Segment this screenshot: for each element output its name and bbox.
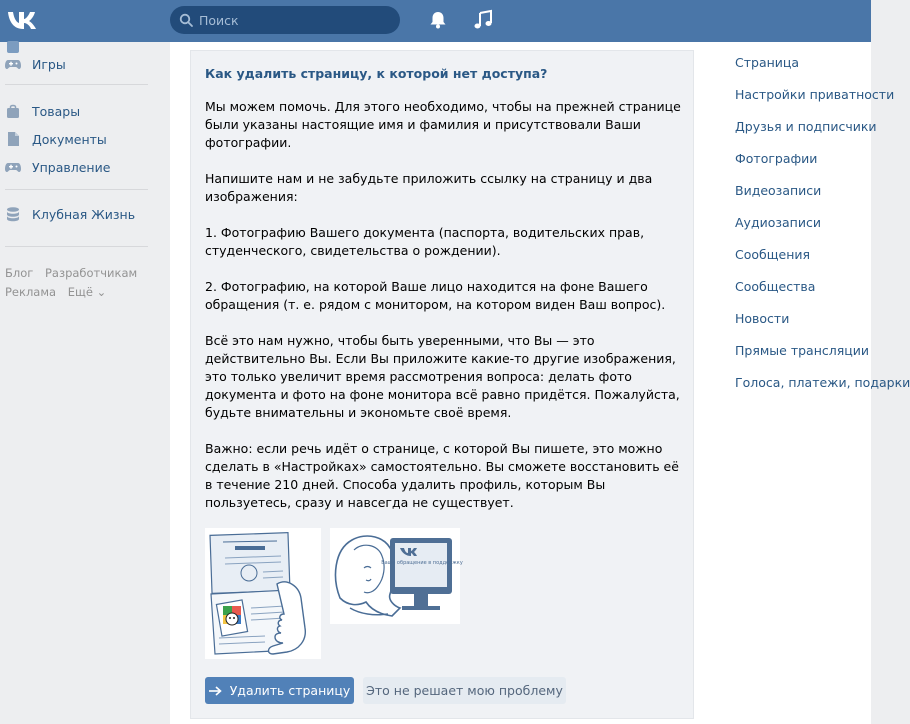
- right-menu-item-news[interactable]: Новости: [735, 311, 790, 326]
- document-icon: [5, 131, 21, 147]
- woman-monitor-image: [330, 528, 463, 624]
- right-menu-item-live[interactable]: Прямые трансляции: [735, 343, 870, 358]
- delete-page-button[interactable]: [205, 677, 354, 704]
- right-menu-item-photos[interactable]: Фотографии: [735, 151, 818, 166]
- menu-divider: [5, 189, 148, 190]
- question-title: Как удалить страницу, к которой нет доступа?: [205, 66, 548, 81]
- footer-link-developers[interactable]: Разработчикам: [44, 266, 138, 280]
- arrow-right-icon: [209, 686, 222, 696]
- music-icon[interactable]: [474, 10, 493, 30]
- menu-item-label: Документы: [32, 131, 107, 147]
- article-paragraph: Всё это нам нужно, чтобы быть уверенными, что Вы — это действительно Вы. Если Вы приложите какие-то другие изображения, это только увеличит время рассмотрения вопроса: делать фото документа и фото на фоне монитора всё равно придётся. Пожалуйста, будьте внимательны и экономьте своё время.: [205, 333, 680, 420]
- right-menu-item-audio[interactable]: Аудиозаписи: [735, 215, 821, 230]
- right-menu-item-videos[interactable]: Видеозаписи: [735, 183, 822, 198]
- menu-item-label: Управление: [32, 159, 111, 175]
- help-answer-box: [190, 50, 694, 719]
- monitor-support-text: Ваше обращение в поддержку: [381, 560, 463, 566]
- menu-divider: [5, 246, 148, 247]
- footer-link-blog[interactable]: Блог: [5, 266, 34, 280]
- gamepad-icon: [5, 56, 21, 72]
- bell-icon[interactable]: [429, 11, 447, 29]
- shopping-bag-icon: [5, 103, 21, 119]
- not-solving-problem-button[interactable]: Это не решает мою проблему: [363, 677, 566, 704]
- article-paragraph: Мы можем помочь. Для этого необходимо, чтобы на прежней странице были указаны настоящие имя и фамилия и присутствовали Ваши фотографии.: [205, 99, 681, 150]
- right-menu-item-page[interactable]: Страница: [735, 55, 800, 70]
- search-input[interactable]: [199, 13, 389, 28]
- top-header: [0, 0, 871, 42]
- search-icon: [179, 13, 193, 27]
- article-paragraph: 1. Фотографию Вашего документа (паспорта, водительских прав, студенческого, свидетельства о рождении).: [205, 225, 645, 258]
- delete-page-label: Удалить страницу: [229, 683, 351, 698]
- search-box[interactable]: [170, 6, 400, 34]
- right-menu-item-friends[interactable]: Друзья и подписчики: [735, 119, 877, 134]
- passport-image: [205, 528, 321, 659]
- footer-links-row-2: [5, 285, 114, 299]
- article-paragraph: Важно: если речь идёт о странице, с которой Вы пишете, это можно сделать в «Настройках» самостоятельно. Вы сможете восстановить её в течение 210 дней. Способа удалить профиль, которым Вы пользуетесь, сразу и навсегда не существует.: [205, 441, 679, 510]
- passport-illustration: [205, 528, 321, 659]
- right-menu-item-messages[interactable]: Сообщения: [735, 247, 811, 262]
- right-menu-item-payments[interactable]: Голоса, платежи, подарки: [735, 375, 910, 390]
- vk-logo-icon[interactable]: [6, 9, 40, 31]
- right-menu-item-privacy[interactable]: Настройки приватности: [735, 87, 895, 102]
- menu-icon: [5, 39, 21, 55]
- menu-item-label: Товары: [32, 103, 81, 119]
- footer-links-row-1: [5, 266, 145, 280]
- menu-divider: [5, 84, 148, 85]
- help-article-card: [170, 42, 714, 724]
- menu-item-label: Клубная Жизнь: [32, 206, 136, 222]
- article-paragraph: Напишите нам и не забудьте приложить ссылку на страницу и два изображения:: [205, 171, 653, 204]
- article-paragraph: 2. Фотографию, на которой Ваше лицо находится на фоне Вашего обращения (т. е. рядом с монитором, на котором виден Ваш вопрос).: [205, 279, 666, 312]
- footer-link-ads[interactable]: Реклама: [5, 285, 57, 299]
- woman-monitor-illustration: [330, 528, 463, 624]
- database-icon: [5, 206, 21, 222]
- gamepad-icon: [5, 159, 21, 175]
- footer-link-more[interactable]: Ещё ⌄: [67, 285, 107, 299]
- menu-item-label: Игры: [32, 56, 66, 72]
- right-help-menu: [714, 42, 910, 724]
- right-menu-item-communities[interactable]: Сообщества: [735, 279, 816, 294]
